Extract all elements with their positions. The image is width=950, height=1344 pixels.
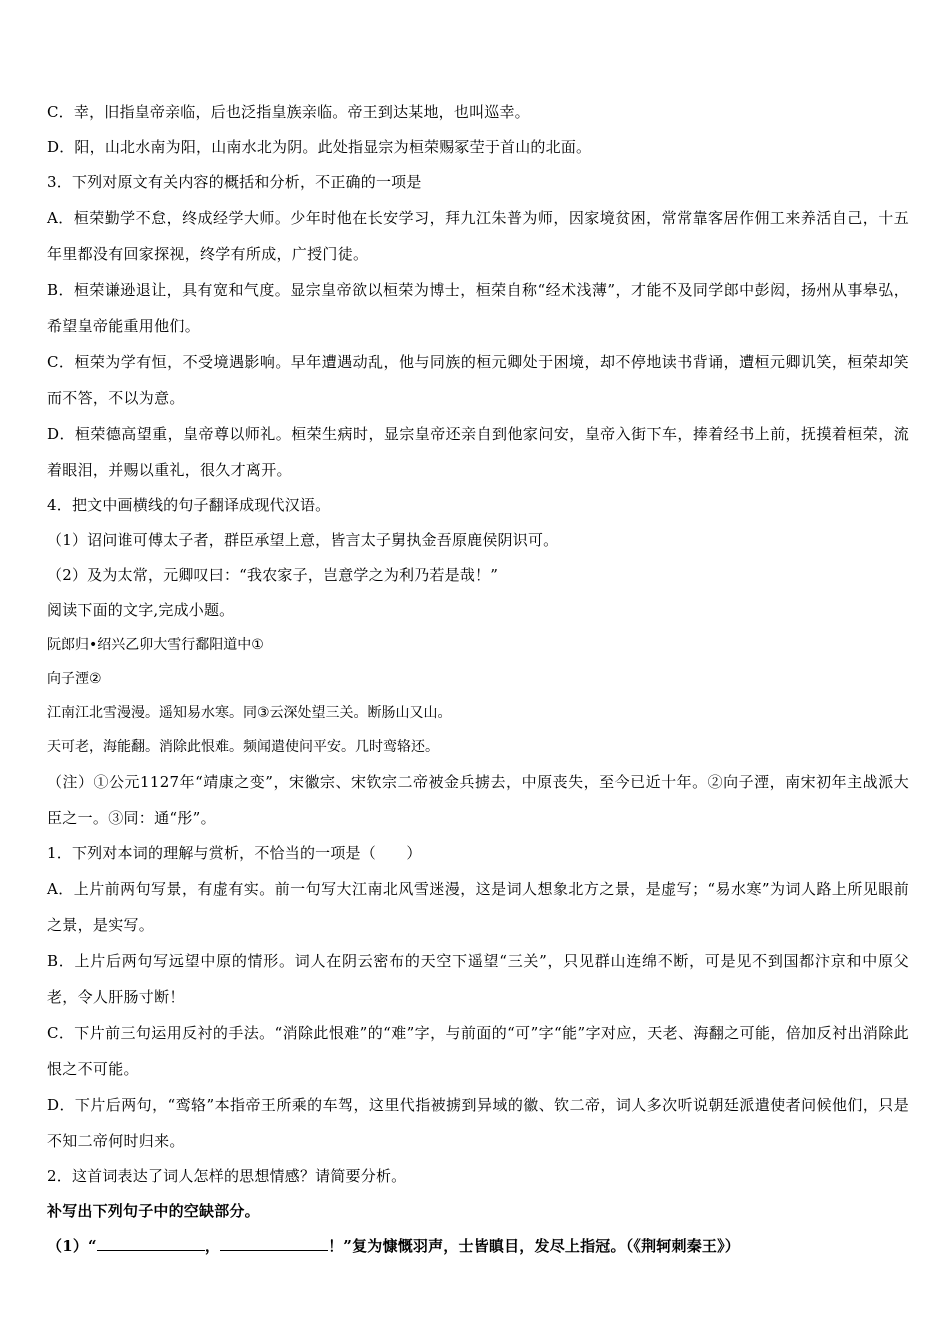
poem-note: （注）①公元1127年“靖康之变”，宋徽宗、宋钦宗二帝被金兵掳去，中原丧失，至今已近十年。②向子湮，南宋初年主战派大臣之一。③同：通“彤”。 — [47, 773, 909, 827]
question-4-item-1: （1）诏问谁可傅太子者，群臣承望上意，皆言太子舅执金吾原鹿侯阴识可。 — [47, 531, 559, 549]
document-page — [47, 95, 909, 1264]
poem-question-1-option-a: A．上片前两句写景，有虚有实。前一句写大江南北风雪迷漫，这是词人想象北方之景，是虚写；“易水寒”为词人路上所见眼前之景，是实写。 — [47, 880, 909, 934]
reading-intro: 阅读下面的文字,完成小题。 — [47, 601, 235, 619]
fill-heading: 补写出下列句子中的空缺部分。 — [47, 1202, 260, 1220]
question-4-stem: 4．把文中画横线的句子翻译成现代汉语。 — [47, 496, 331, 514]
fill-item-1 — [47, 1229, 909, 1264]
option-c-prev: C．幸，旧指皇帝亲临，后也泛指皇族亲临。帝王到达某地，也叫巡幸。 — [47, 103, 530, 121]
question-3-option-d: D．桓荣德高望重，皇帝尊以师礼。桓荣生病时，显宗皇帝还亲自到他家问安，皇帝入街下车，捧着经书上前，抚摸着桓荣，流着眼泪，并赐以重礼，很久才离开。 — [47, 425, 909, 479]
question-3-option-c: C．桓荣为学有恒，不受境遇影响。早年遭遇动乱，他与同族的桓元卿处于困境，却不停地读书背诵，遭桓元卿讥笑，桓荣却笑而不答，不以为意。 — [47, 353, 909, 407]
fill-blank-1[interactable] — [97, 1236, 205, 1251]
poem-author: 向子湮② — [47, 671, 102, 687]
fill-item-suffix: ！”复为慷慨羽声，士皆瞋目，发尽上指冠。（《荆轲刺秦王》） — [328, 1237, 741, 1255]
poem-question-1-option-c: C．下片前三句运用反衬的手法。“消除此恨难”的“难”字，与前面的“可”字“能”字对应，天老、海翻之可能，倍加反衬出消除此恨之不可能。 — [47, 1024, 909, 1078]
poem-question-1-option-d: D．下片后两句，“鸾辂”本指帝王所乘的车驾，这里代指被掳到异域的徽、钦二帝，词人多次听说朝廷派遣使者问候他们，只是不知二帝何时归来。 — [47, 1096, 909, 1150]
poem-line-2: 天可老，海能翻。消除此恨难。频闻遣使问平安。几时鸾辂还。 — [47, 739, 439, 755]
option-d-prev: D．阳，山北水南为阳，山南水北为阴。此处指显宗为桓荣赐冢茔于首山的北面。 — [47, 138, 592, 156]
question-4-item-2: （2）及为太常，元卿叹曰：“我农家子，岂意学之为利乃若是哉！” — [47, 566, 499, 584]
poem-question-1-option-b: B．上片后两句写远望中原的情形。词人在阴云密布的天空下遥望“三关”，只见群山连绵不断，可是见不到国都汴京和中原父老，令人肝肠寸断！ — [47, 952, 909, 1006]
fill-separator: ， — [204, 1237, 221, 1255]
poem-question-1-stem: 1．下列对本词的理解与赏析，不恰当的一项是（ ） — [47, 844, 422, 862]
poem-title: 阮郎归•绍兴乙卯大雪行鄱阳道中① — [47, 637, 264, 653]
fill-item-prefix: （1）“ — [47, 1237, 97, 1255]
poem-question-2: 2．这首词表达了词人怎样的思想情感？请简要分析。 — [47, 1167, 407, 1185]
question-3-option-a: A．桓荣勤学不怠，终成经学大师。少年时他在长安学习，拜九江朱普为师，因家境贫困，常常靠客居作佣工来养活自己，十五年里都没有回家探视，终学有所成，广授门徒。 — [47, 209, 909, 263]
question-3-option-b: B．桓荣谦逊退让，具有宽和气度。显宗皇帝欲以桓荣为博士，桓荣自称“经术浅薄”，才能不及同学郎中彭闳，扬州从事皋弘，希望皇帝能重用他们。 — [47, 281, 909, 335]
poem-line-1: 江南江北雪漫漫。遥知易水寒。同③云深处望三关。断肠山又山。 — [47, 705, 452, 721]
fill-blank-2[interactable] — [220, 1236, 328, 1251]
question-3-stem: 3．下列对原文有关内容的概括和分析，不正确的一项是 — [47, 173, 422, 191]
